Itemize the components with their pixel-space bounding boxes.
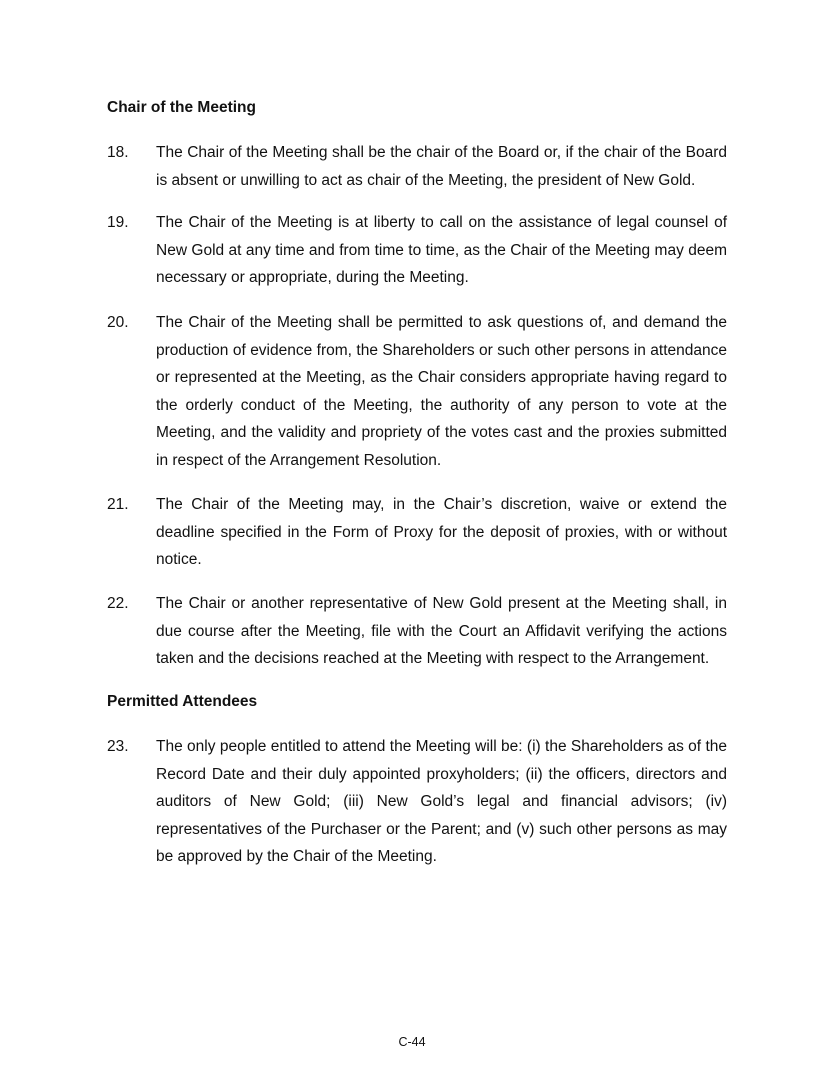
section-heading-attendees: Permitted Attendees	[107, 693, 258, 710]
paragraph-text: The Chair of the Meeting is at liberty to call on the assistance of legal counsel of New Gold at any time and from time to time, as the Chair of the Meeting may deem necessary or appropriate, during the Meeting.	[156, 214, 727, 286]
paragraph-text: The only people entitled to attend the Meeting will be: (i) the Shareholders as of the Record Date and their duly appointed proxyholders; (ii) the officers, directors and auditors of New Gold; (iii) New Gold’s legal and financial advisors; (iv) representatives of the Purchaser or the Parent; and (v) such other persons as may be approved by the Chair of the Meeting.	[156, 738, 727, 865]
paragraph-number: 20.	[107, 314, 129, 331]
paragraph-text: The Chair of the Meeting shall be permitted to ask questions of, and demand the production of evidence from, the Shareholders or such other persons in attendance or represented at the Meeting, as the Chair considers appropriate having regard to the orderly conduct of the Meeting, the authority of any person to vote at the Meeting, and the validity and propriety of the votes cast and the proxies submitted in respect of the Arrangement Resolution.	[156, 314, 727, 469]
paragraph-number: 23.	[107, 738, 129, 755]
paragraph-text: The Chair of the Meeting may, in the Chair’s discretion, waive or extend the deadline specified in the Form of Proxy for the deposit of proxies, with or without notice.	[156, 496, 727, 568]
paragraph-number: 21.	[107, 496, 129, 513]
paragraph-text: The Chair or another representative of New Gold present at the Meeting shall, in due course after the Meeting, file with the Court an Affidavit verifying the actions taken and the decisions reached at the Meeting with respect to the Arrangement.	[156, 595, 727, 667]
paragraph-number: 22.	[107, 595, 129, 612]
paragraph-text: The Chair of the Meeting shall be the chair of the Board or, if the chair of the Board is absent or unwilling to act as chair of the Meeting, the president of New Gold.	[156, 144, 727, 189]
paragraph-number: 19.	[107, 214, 129, 231]
paragraph-number: 18.	[107, 144, 129, 161]
section-heading-chair: Chair of the Meeting	[107, 99, 256, 116]
page-number: C-44	[398, 1035, 426, 1049]
